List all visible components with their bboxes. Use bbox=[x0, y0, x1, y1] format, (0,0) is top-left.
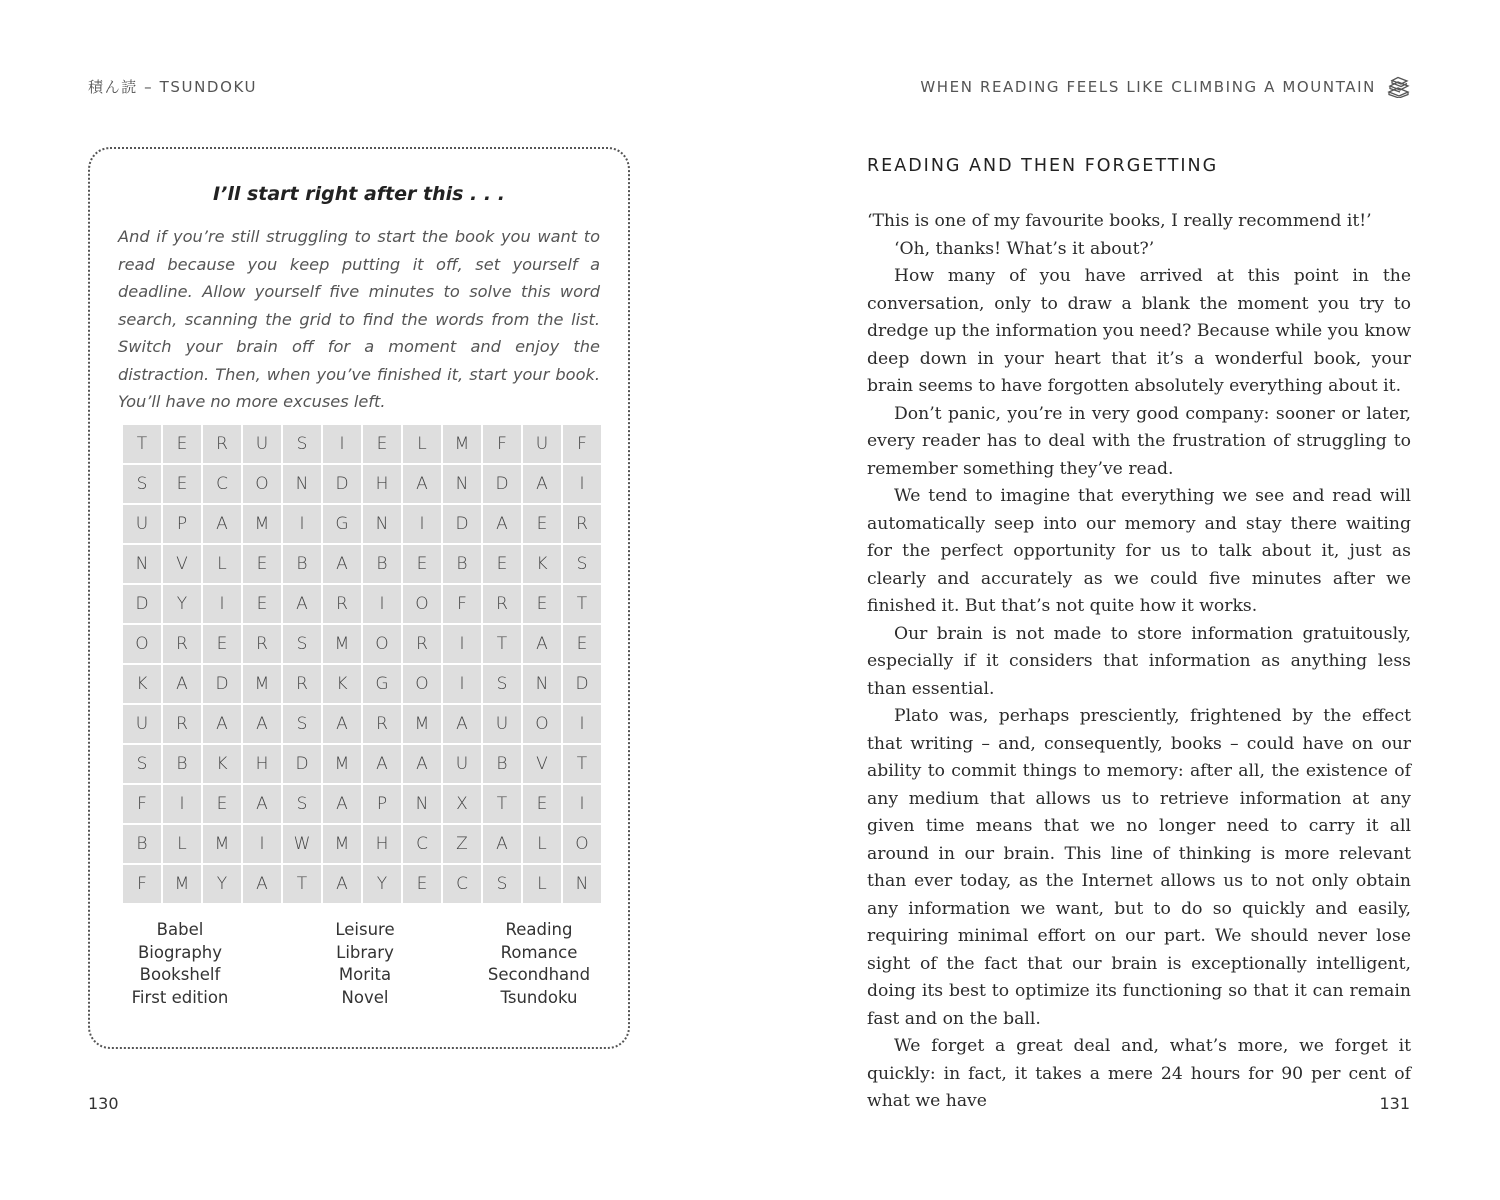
word-list-item: Biography bbox=[137, 942, 223, 962]
grid-cell: A bbox=[203, 705, 241, 743]
grid-cell: O bbox=[563, 825, 601, 863]
page-number-right: 131 bbox=[1379, 1094, 1410, 1113]
word-list-item: First edition bbox=[131, 987, 229, 1007]
body-text bbox=[867, 208, 1411, 1116]
grid-cell: A bbox=[483, 505, 521, 543]
grid-cell: C bbox=[403, 825, 441, 863]
grid-cell: U bbox=[123, 705, 161, 743]
grid-cell: N bbox=[403, 785, 441, 823]
grid-cell: N bbox=[123, 545, 161, 583]
grid-cell: T bbox=[483, 785, 521, 823]
grid-cell: L bbox=[163, 825, 201, 863]
grid-cell: O bbox=[243, 465, 281, 503]
grid-cell: I bbox=[163, 785, 201, 823]
grid-cell: I bbox=[443, 665, 481, 703]
word-list-item: Library bbox=[336, 942, 394, 962]
grid-cell: I bbox=[363, 585, 401, 623]
grid-cell: E bbox=[523, 505, 561, 543]
grid-cell: E bbox=[243, 585, 281, 623]
paragraph: Our brain is not made to store information gratuitously, especially if it considers that information as anything less than essential. bbox=[867, 623, 1411, 699]
grid-cell: N bbox=[563, 865, 601, 903]
grid-cell: I bbox=[283, 505, 321, 543]
grid-cell: Y bbox=[363, 865, 401, 903]
grid-cell: D bbox=[123, 585, 161, 623]
grid-cell: G bbox=[363, 665, 401, 703]
grid-cell: R bbox=[363, 705, 401, 743]
grid-cell: S bbox=[483, 665, 521, 703]
grid-cell: O bbox=[403, 665, 441, 703]
word-column-2 bbox=[285, 919, 445, 1009]
grid-cell: P bbox=[163, 505, 201, 543]
grid-cell: A bbox=[323, 705, 361, 743]
grid-cell: D bbox=[563, 665, 601, 703]
grid-cell: O bbox=[403, 585, 441, 623]
books-stack-icon bbox=[1386, 76, 1410, 98]
grid-cell: I bbox=[563, 465, 601, 503]
grid-cell: D bbox=[323, 465, 361, 503]
grid-cell: A bbox=[363, 745, 401, 783]
grid-cell: V bbox=[523, 745, 561, 783]
grid-cell: W bbox=[283, 825, 321, 863]
grid-cell: M bbox=[323, 745, 361, 783]
grid-cell: B bbox=[443, 545, 481, 583]
paragraph: Don’t panic, you’re in very good company: sooner or later, every reader has to deal with the frustration of struggling to remember something they’ve read. bbox=[867, 403, 1411, 479]
grid-cell: A bbox=[203, 505, 241, 543]
grid-cell: S bbox=[123, 745, 161, 783]
grid-cell: M bbox=[443, 425, 481, 463]
grid-cell: E bbox=[523, 785, 561, 823]
grid-cell: Y bbox=[203, 865, 241, 903]
paragraph: ‘This is one of my favourite books, I really recommend it!’ bbox=[867, 211, 1372, 231]
grid-cell: A bbox=[163, 665, 201, 703]
grid-cell: E bbox=[163, 425, 201, 463]
grid-cell: T bbox=[563, 745, 601, 783]
grid-cell: D bbox=[203, 665, 241, 703]
grid-cell: R bbox=[323, 585, 361, 623]
paragraph: ‘Oh, thanks! What’s it about?’ bbox=[894, 238, 1155, 259]
grid-cell: M bbox=[243, 665, 281, 703]
grid-cell: F bbox=[123, 785, 161, 823]
grid-cell: S bbox=[283, 705, 321, 743]
grid-cell: H bbox=[243, 745, 281, 783]
word-column-3 bbox=[459, 919, 619, 1009]
grid-cell: X bbox=[443, 785, 481, 823]
grid-cell: E bbox=[203, 785, 241, 823]
grid-cell: N bbox=[363, 505, 401, 543]
running-head-right-text: WHEN READING FEELS LIKE CLIMBING A MOUNTAIN bbox=[920, 78, 1376, 96]
grid-cell: M bbox=[323, 825, 361, 863]
paragraph: We tend to imagine that everything we see and read will automatically seep into our memory and stay there waiting for the perfect opportunity for us to talk about it, just as clearly and accurately as we could five minutes after we finished it. But that’s not quite how it works. bbox=[867, 486, 1411, 616]
grid-cell: I bbox=[203, 585, 241, 623]
grid-cell: M bbox=[323, 625, 361, 663]
grid-cell: S bbox=[283, 625, 321, 663]
grid-cell: O bbox=[123, 625, 161, 663]
word-search-grid bbox=[123, 425, 601, 903]
section-heading: READING AND THEN FORGETTING bbox=[867, 156, 1219, 176]
grid-cell: I bbox=[323, 425, 361, 463]
paragraph: We forget a great deal and, what’s more, we forget it quickly: in fact, it takes a mere 24 hours for 90 per cent of what we have bbox=[867, 1036, 1411, 1111]
grid-cell: A bbox=[243, 785, 281, 823]
grid-cell: R bbox=[163, 705, 201, 743]
grid-cell: A bbox=[323, 785, 361, 823]
grid-cell: S bbox=[123, 465, 161, 503]
grid-cell: A bbox=[443, 705, 481, 743]
word-list-item: Morita bbox=[338, 965, 392, 984]
grid-cell: K bbox=[203, 745, 241, 783]
grid-cell: B bbox=[163, 745, 201, 783]
grid-cell: F bbox=[483, 425, 521, 463]
grid-cell: A bbox=[403, 465, 441, 503]
grid-cell: S bbox=[283, 785, 321, 823]
grid-cell: H bbox=[363, 825, 401, 863]
grid-cell: M bbox=[203, 825, 241, 863]
grid-cell: E bbox=[563, 625, 601, 663]
grid-cell: B bbox=[483, 745, 521, 783]
grid-cell: R bbox=[483, 585, 521, 623]
grid-cell: R bbox=[163, 625, 201, 663]
grid-cell: I bbox=[563, 785, 601, 823]
grid-cell: M bbox=[403, 705, 441, 743]
grid-cell: F bbox=[443, 585, 481, 623]
grid-cell: U bbox=[523, 425, 561, 463]
grid-cell: K bbox=[123, 665, 161, 703]
word-list-item: Babel bbox=[156, 920, 204, 939]
grid-cell: L bbox=[523, 825, 561, 863]
grid-cell: F bbox=[123, 865, 161, 903]
grid-cell: U bbox=[443, 745, 481, 783]
grid-cell: Y bbox=[163, 585, 201, 623]
grid-cell: T bbox=[483, 625, 521, 663]
activity-box bbox=[88, 147, 630, 1049]
grid-cell: D bbox=[283, 745, 321, 783]
grid-cell: V bbox=[163, 545, 201, 583]
grid-cell: A bbox=[523, 465, 561, 503]
grid-cell: A bbox=[243, 705, 281, 743]
grid-cell: B bbox=[283, 545, 321, 583]
grid-cell: R bbox=[563, 505, 601, 543]
grid-cell: B bbox=[123, 825, 161, 863]
grid-cell: B bbox=[363, 545, 401, 583]
word-list-item: Secondhand bbox=[487, 965, 591, 984]
grid-cell: C bbox=[203, 465, 241, 503]
grid-cell: T bbox=[123, 425, 161, 463]
grid-cell: K bbox=[523, 545, 561, 583]
grid-cell: E bbox=[523, 585, 561, 623]
grid-cell: P bbox=[363, 785, 401, 823]
word-list-item: Reading bbox=[505, 920, 573, 939]
grid-cell: T bbox=[283, 865, 321, 903]
word-list-item: Bookshelf bbox=[139, 965, 221, 984]
running-head-right bbox=[920, 76, 1410, 98]
grid-cell: U bbox=[483, 705, 521, 743]
grid-cell: N bbox=[283, 465, 321, 503]
box-title: I’ll start right after this . . . bbox=[213, 183, 505, 205]
grid-cell: R bbox=[283, 665, 321, 703]
grid-cell: A bbox=[403, 745, 441, 783]
grid-cell: E bbox=[403, 545, 441, 583]
grid-cell: I bbox=[443, 625, 481, 663]
grid-cell: C bbox=[443, 865, 481, 903]
grid-cell: A bbox=[323, 865, 361, 903]
grid-cell: N bbox=[523, 665, 561, 703]
word-list-item: Leisure bbox=[335, 920, 395, 939]
grid-cell: L bbox=[403, 425, 441, 463]
word-list-item: Novel bbox=[341, 987, 389, 1007]
word-list-item: Romance bbox=[500, 942, 578, 962]
box-intro: And if you’re still struggling to start the book you want to read because you keep putting it off, set yourself a deadline. Allow yourself five minutes to solve this word search, scanning the grid to find the words from the list. Switch your brain off for a moment and enjoy the distraction. Then, when you’ve finished it, start your book. You’ll have no more excuses left. bbox=[118, 227, 600, 411]
grid-cell: O bbox=[363, 625, 401, 663]
grid-cell: L bbox=[523, 865, 561, 903]
grid-cell: D bbox=[443, 505, 481, 543]
grid-cell: A bbox=[243, 865, 281, 903]
grid-cell: R bbox=[243, 625, 281, 663]
grid-cell: M bbox=[243, 505, 281, 543]
grid-cell: O bbox=[523, 705, 561, 743]
grid-cell: S bbox=[483, 865, 521, 903]
paragraph: How many of you have arrived at this point in the conversation, only to draw a blank the moment you try to dredge up the information you need? Because while you know deep down in your heart that it’s a wonderful book, your brain seems to have forgotten absolutely everything about it. bbox=[867, 266, 1411, 396]
grid-cell: Z bbox=[443, 825, 481, 863]
grid-cell: G bbox=[323, 505, 361, 543]
grid-cell: S bbox=[563, 545, 601, 583]
grid-cell: E bbox=[163, 465, 201, 503]
right-page bbox=[750, 0, 1500, 1200]
grid-cell: U bbox=[123, 505, 161, 543]
grid-cell: H bbox=[363, 465, 401, 503]
grid-cell: A bbox=[483, 825, 521, 863]
grid-cell: A bbox=[523, 625, 561, 663]
grid-cell: T bbox=[563, 585, 601, 623]
grid-cell: A bbox=[323, 545, 361, 583]
grid-cell: D bbox=[483, 465, 521, 503]
grid-cell: E bbox=[203, 625, 241, 663]
grid-cell: E bbox=[483, 545, 521, 583]
grid-cell: K bbox=[323, 665, 361, 703]
grid-cell: N bbox=[443, 465, 481, 503]
page-number-left: 130 bbox=[88, 1094, 119, 1113]
word-list-item: Tsundoku bbox=[500, 987, 578, 1007]
grid-cell: E bbox=[403, 865, 441, 903]
grid-cell: R bbox=[403, 625, 441, 663]
word-column-1 bbox=[100, 919, 260, 1009]
paragraph: Plato was, perhaps presciently, frightened by the effect that writing – and, consequently, books – could have on our ability to commit things to memory: after all, the existence of any medium that allows us to retrieve information at any given time means that we no longer need to carry it all around in our brain. This line of thinking is more relevant than ever today, as the Internet allows us to not only obtain any information we want, but to do so quickly and easily, requiring minimal effort on our part. We should never lose sight of the fact that our brain is exceptionally intelligent, doing its best to optimize its functioning so that it can remain fast and on the ball. bbox=[867, 706, 1411, 1029]
grid-cell: M bbox=[163, 865, 201, 903]
grid-cell: I bbox=[243, 825, 281, 863]
grid-cell: A bbox=[283, 585, 321, 623]
grid-cell: F bbox=[563, 425, 601, 463]
grid-cell: I bbox=[563, 705, 601, 743]
grid-cell: E bbox=[363, 425, 401, 463]
grid-cell: L bbox=[203, 545, 241, 583]
grid-cell: U bbox=[243, 425, 281, 463]
grid-cell: I bbox=[403, 505, 441, 543]
grid-cell: R bbox=[203, 425, 241, 463]
running-head-left: 積ん読 – TSUNDOKU bbox=[88, 78, 258, 96]
grid-cell: S bbox=[283, 425, 321, 463]
grid-cell: E bbox=[243, 545, 281, 583]
